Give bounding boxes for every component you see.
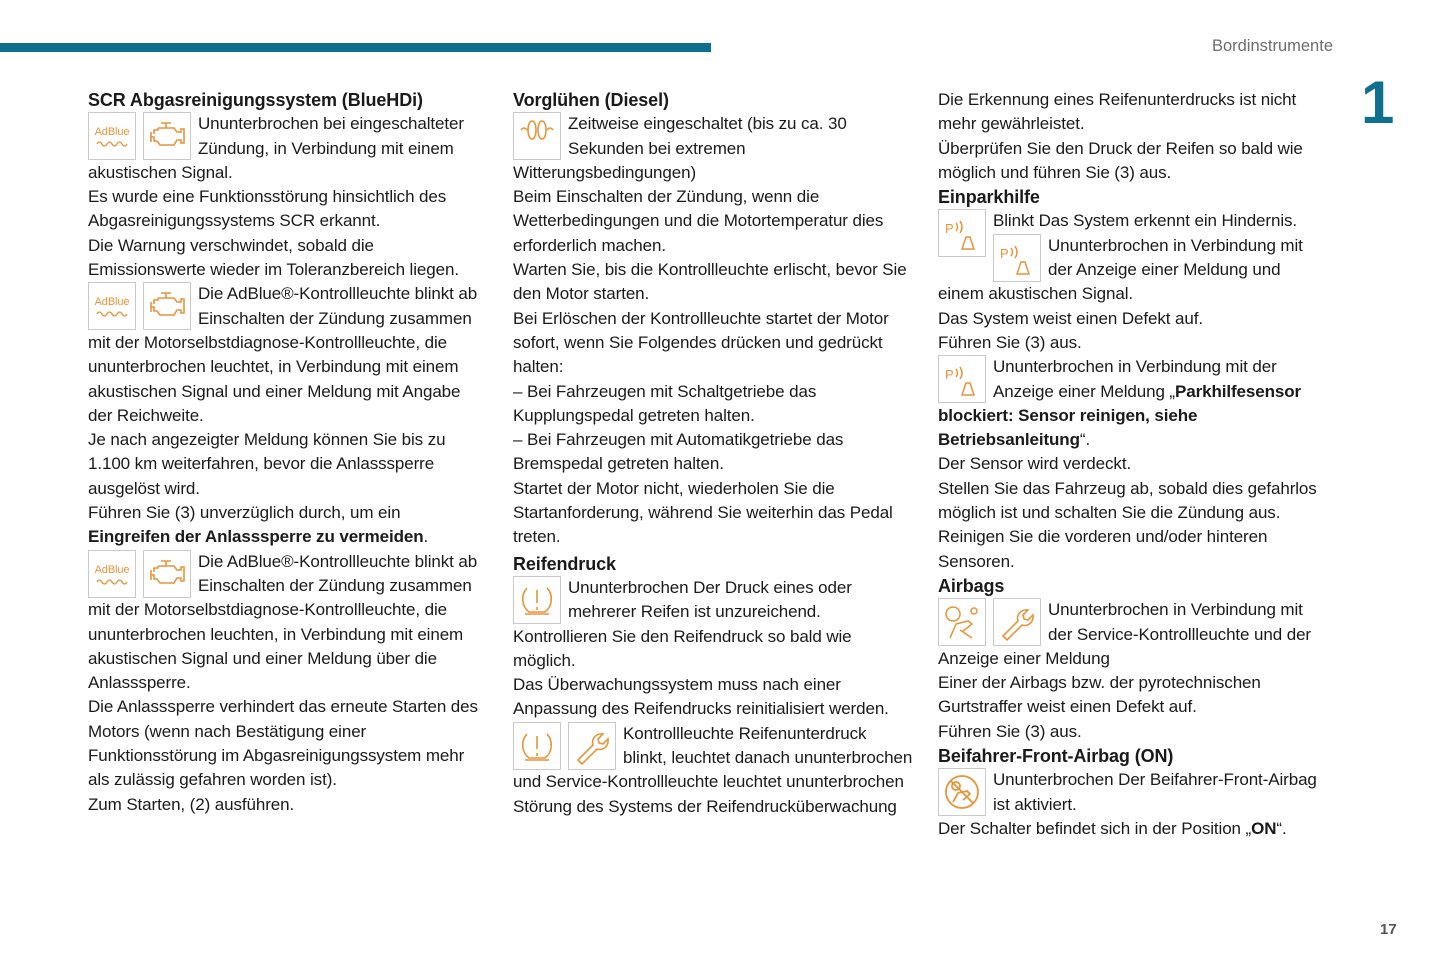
text: Die AdBlue®-Kontrollleuchte blinkt ab Einschalten der Zündung zusammen mit der Motorselbstdiagnose-Kontrollleuchte, die ununterbrochen leuchtet, in Verbindung mit einem akustischen Signal und einer Meldung mit Angabe der Reichweite. <box>88 284 478 425</box>
svg-text:AdBlue: AdBlue <box>94 563 130 576</box>
paragraph <box>513 380 913 429</box>
chapter-number: 1 <box>1361 69 1395 136</box>
warning-lamp-icons <box>938 355 986 404</box>
text: Es wurde eine Funktionsstörung hinsichtlich des Abgasreinigungssystems SCR erkannt. <box>88 187 447 231</box>
paragraph <box>938 720 1328 744</box>
paragraph <box>88 695 483 792</box>
text: Reinigen Sie die vorderen und/oder hinteren Sensoren. <box>938 527 1268 571</box>
paragraph <box>938 355 1328 452</box>
text: Ununterbrochen bei eingeschalteter Zündung, in Verbindung mit einem akustischen Signal. <box>88 114 464 182</box>
paragraph <box>938 671 1328 720</box>
tire-pressure-icon <box>513 722 561 770</box>
column-1 <box>88 88 483 817</box>
paragraph <box>88 112 483 185</box>
svg-text:P: P <box>1000 245 1009 261</box>
warning-lamp-icons <box>938 768 986 817</box>
svg-text:AdBlue: AdBlue <box>94 126 130 139</box>
paragraph <box>938 525 1328 574</box>
paragraph <box>938 768 1328 817</box>
paragraph <box>513 258 913 307</box>
column-2 <box>513 88 913 819</box>
text: Führen Sie (3) aus. <box>938 332 1082 352</box>
paragraph <box>88 282 483 428</box>
section-heading: SCR Abgasreinigungssystem (BlueHDi) <box>88 90 423 110</box>
adblue-icon <box>88 550 136 598</box>
paragraph <box>938 598 1328 671</box>
engine-icon <box>143 550 191 598</box>
text: Stellen Sie das Fahrzeug ab, sobald dies gefahrlos möglich ist und schalten Sie die Zündung aus. <box>938 478 1317 523</box>
paragraph <box>938 452 1328 476</box>
text: Ununterbrochen in Verbindung mit der Anzeige einer Meldung und einem akustischen Signal. <box>938 235 1303 304</box>
section-heading: Airbags <box>938 575 1005 596</box>
text: Startet der Motor nicht, wiederholen Sie die Startanforderung, während Sie weiterhin das Pedal treten. <box>513 478 893 547</box>
warning-lamp-icons <box>88 550 191 599</box>
text: Ununterbrochen Der Beifahrer-Front-Airbag ist aktiviert. <box>993 770 1317 814</box>
paragraph <box>513 307 913 380</box>
adblue-icon <box>88 112 136 160</box>
text: Warten Sie, bis die Kontrollleuchte erlischt, bevor Sie den Motor starten. <box>513 260 907 304</box>
paragraph <box>513 185 913 258</box>
section-heading: Beifahrer-Front-Airbag (ON) <box>938 746 1174 767</box>
section-title: Bordinstrumente <box>1211 37 1333 55</box>
paragraph <box>513 625 913 674</box>
paragraph <box>88 428 483 501</box>
wrench-icon <box>568 722 616 770</box>
text: Beim Einschalten der Zündung, wenn die Wetterbedingungen und die Motortemperatur dies erforderlich machen. <box>513 187 884 255</box>
text: Die Erkennung eines Reifenunterdrucks ist nicht mehr gewährleistet. <box>938 90 1297 134</box>
text: Blinkt Das System erkennt ein Hindernis. <box>993 211 1298 231</box>
paragraph <box>938 234 1328 307</box>
text: Führen Sie (3) aus. <box>938 721 1082 741</box>
warning-lamp-icons <box>938 209 986 258</box>
bold-text: Parkhilfesensor blockiert: Sensor reinigen, siehe Betriebsanleitung <box>938 381 1302 450</box>
paragraph <box>88 185 483 234</box>
engine-icon <box>143 112 191 160</box>
paragraph <box>513 576 913 625</box>
paragraph <box>938 331 1328 355</box>
text: Die Warnung verschwindet, sobald die Emissionswerte wieder im Toleranzbereich liegen. <box>88 235 459 280</box>
parking-sensor-icon <box>993 234 1041 282</box>
bold-text: ON <box>1251 818 1277 838</box>
text: Der Sensor wird verdeckt. <box>938 454 1132 474</box>
engine-icon <box>143 282 191 330</box>
text: Je nach angezeigter Meldung können Sie bis zu 1.100 km weiterfahren, bevor die Anlasssperre ausgelöst wird. <box>88 430 446 498</box>
text: Bei Erlöschen der Kontrollleuchte startet der Motor sofort, wenn Sie Folgendes drücken und gedrückt halten: <box>513 308 889 377</box>
airbag-on-icon <box>938 768 986 816</box>
text: “. <box>1276 818 1287 838</box>
text: – Bei Fahrzeugen mit Schaltgetriebe das Kupplungspedal getreten halten. <box>513 381 817 425</box>
paragraph <box>938 477 1328 526</box>
paragraph <box>513 112 913 185</box>
header-accent-bar <box>0 43 711 52</box>
page-number: 17 <box>1380 921 1397 938</box>
paragraph <box>938 209 1328 237</box>
text: Die Anlasssperre verhindert das erneute Starten des Motors (wenn nach Bestätigung einer Funktionsstörung im Abgasreinigungssystem mehr als zulässig gefahren worden ist). <box>88 697 478 790</box>
text: Das Überwachungssystem muss nach einer Anpassung des Reifendrucks reinitialisiert werden. <box>513 675 889 719</box>
svg-text:P: P <box>945 221 954 237</box>
tire-pressure-icon <box>513 576 561 624</box>
paragraph <box>938 307 1328 331</box>
parking-sensor-icon <box>938 355 986 403</box>
text: “. <box>1079 430 1091 450</box>
text: Das System weist einen Defekt auf. <box>938 308 1203 328</box>
section-heading: Vorglühen (Diesel) <box>513 90 669 110</box>
paragraph <box>513 673 913 722</box>
svg-text:AdBlue: AdBlue <box>94 296 130 309</box>
text: Führen Sie (3) unverzüglich durch, um ein <box>88 503 401 523</box>
warning-lamp-icons <box>513 112 561 161</box>
text: Ununterbrochen in Verbindung mit der Service-Kontrollleuchte und der Anzeige einer Meldung <box>938 600 1311 668</box>
adblue-icon <box>88 282 136 330</box>
text: Einer der Airbags bzw. der pyrotechnischen Gurtstraffer weist einen Defekt auf. <box>938 673 1261 717</box>
text: Kontrollleuchte Reifenunterdruck blinkt, leuchtet danach ununterbrochen und Service-Kontrollleuchte leuchtet ununterbrochen <box>513 723 913 792</box>
text: Die AdBlue®-Kontrollleuchte blinkt ab Einschalten der Zündung zusammen mit der Motorselbstdiagnose-Kontrollleuchte, die ununterbrochen leuchten, in Verbindung mit einem akustischen Signal und einer Meldung über die Anlasssperre. <box>88 551 478 693</box>
column-3 <box>938 88 1328 841</box>
paragraph <box>938 88 1328 137</box>
warning-lamp-icons <box>513 576 561 625</box>
glow-plug-icon <box>513 112 561 160</box>
text: Störung des Systems der Reifendrucküberwachung <box>513 796 897 816</box>
section-heading: Einparkhilfe <box>938 187 1040 208</box>
airbag-icon <box>938 598 986 646</box>
warning-lamp-icons <box>513 722 616 771</box>
text: . <box>423 527 429 547</box>
paragraph <box>513 477 913 550</box>
section-heading: Reifendruck <box>513 553 616 574</box>
text: Zum Starten, (2) ausführen. <box>88 794 295 814</box>
paragraph <box>938 137 1328 186</box>
paragraph <box>938 817 1328 841</box>
warning-lamp-icons <box>993 234 1041 283</box>
svg-text:P: P <box>945 367 954 383</box>
paragraph <box>88 234 483 283</box>
warning-lamp-icons <box>88 112 191 161</box>
paragraph <box>88 501 483 550</box>
bold-text: Eingreifen der Anlasssperre zu vermeiden <box>88 527 424 547</box>
text: Der Schalter befindet sich in der Position „ <box>938 818 1252 838</box>
text: Ununterbrochen Der Druck eines oder mehrerer Reifen ist unzureichend. <box>568 577 852 622</box>
warning-lamp-icons <box>938 598 1041 647</box>
text: Ununterbrochen in Verbindung mit der Anzeige einer Meldung „ <box>993 357 1277 401</box>
text: – Bei Fahrzeugen mit Automatikgetriebe das Bremspedal getreten halten. <box>513 430 844 474</box>
text: Zeitweise eingeschaltet (bis zu ca. 30 Sekunden bei extremen Witterungsbedingungen) <box>513 114 847 182</box>
wrench-icon <box>993 598 1041 646</box>
parking-sensor-icon <box>938 209 986 257</box>
paragraph <box>513 722 913 795</box>
paragraph <box>88 550 483 696</box>
paragraph <box>88 793 483 817</box>
warning-lamp-icons <box>88 282 191 331</box>
text: Überprüfen Sie den Druck der Reifen so bald wie möglich und führen Sie (3) aus. <box>938 138 1303 182</box>
text: Kontrollieren Sie den Reifendruck so bald wie möglich. <box>513 626 852 670</box>
paragraph <box>513 428 913 477</box>
paragraph <box>513 795 913 819</box>
